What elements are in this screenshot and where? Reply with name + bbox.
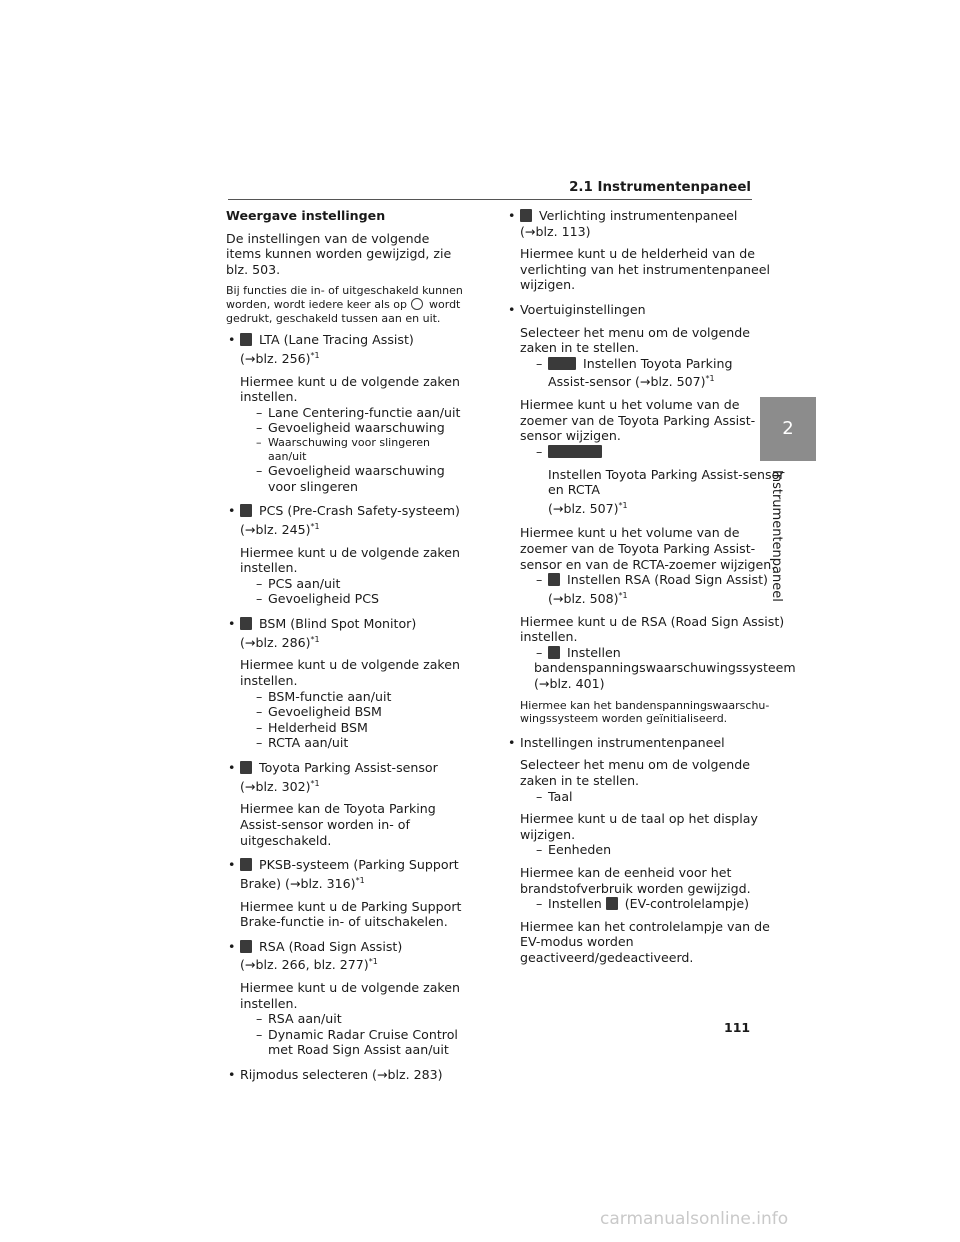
item-vehicle-settings: • Voertuiginstellingen Selecteer het menu om de volgende zaken in te stellen. – Instellen Toyota Parking Assist-sensor (→blz. 507)$^{*1}$ Hiermee kunt u het volume van de zoemer van de Toyota Parking Assist-sensor wijzigen. – Instellen Toyota Parking Assist-sensor en RCTA (→blz. 507)$^{*1}$ Hiermee kunt u het volume van de zoemer van de Toyota Parking Assist-sensor en van de RCTA-zoemer wijzigen. – Instellen RSA (Road Sign Assist) (→blz. 508)$^{*1}$ Hiermee kunt u de RSA (Road Sign Assist) instellen. – Instellen bandenspanningswaarschuwingssysteem (→blz. 401) Hiermee kan het bandenspanningswaarschu- wingssysteem worden geïnitialiseerd. <box>506 302 786 726</box>
rsa-icon <box>240 940 252 953</box>
chapter-tab: 2 <box>760 397 816 461</box>
lta-icon <box>240 333 252 346</box>
right-column <box>506 208 796 966</box>
parking-rcta-icon <box>548 445 602 458</box>
parking-buzzer-icon <box>548 357 576 370</box>
item-lta: • LTA (Lane Tracing Assist) (→blz. 256)$^{*1}$ Hiermee kunt u de volgende zaken instellen. – Lane Centering-functie aan/uit – Gevoeligheid waarschuwing – Waarschuwing voor slingeren aan/uit – Gevoeligheid waarschuwing voor slingeren <box>226 332 466 494</box>
note-text: Bij functies die in- of uitgeschakeld kunnen worden, wordt iedere keer als op wordt gedrukt, geschakeld tussen aan en uit. <box>226 284 463 325</box>
panel-light-icon <box>520 209 532 222</box>
parking-assist-icon <box>240 761 252 774</box>
settings-icon <box>411 298 423 310</box>
item-instrument-settings: • Instellingen instrumentenpaneel Selecteer het menu om de volgende zaken in te stellen. – Taal Hiermee kunt u de taal op het display wijzigen. – Eenheden Hiermee kan de eenheid voor het brandstofverbruik worden gewijzigd. – Instellen (EV-controlelampje) Hiermee kan het controlelampje van de EV-modus worden geactiveerd/gedeactiveerd. <box>506 735 786 966</box>
item-pksb: • PKSB-systeem (Parking Support Brake) (→blz. 316)$^{*1}$ Hiermee kunt u de Parking Support Brake-functie in- of uitschakelen. <box>226 857 466 930</box>
item-pcs: • PCS (Pre-Crash Safety-systeem) (→blz. 245)$^{*1}$ Hiermee kunt u de volgende zaken instellen. – PCS aan/uit – Gevoeligheid PCS <box>226 503 466 607</box>
section-title: 2.1 Instrumentenpaneel <box>569 180 751 195</box>
page-number: 111 <box>724 1020 751 1035</box>
chapter-tab-label: Instrumentenpaneel <box>769 470 784 602</box>
tire-pressure-icon <box>548 646 560 659</box>
bsm-icon <box>240 617 252 630</box>
section-heading: Weergave instellingen <box>226 208 386 223</box>
header-rule <box>228 199 752 200</box>
intro-text: De instellingen van de volgende items kunnen worden gewijzigd, zie blz. 503. <box>226 230 452 277</box>
watermark: carmanualsonline.info <box>600 1209 789 1229</box>
ev-indicator-icon <box>606 897 618 910</box>
pksb-icon <box>240 858 252 871</box>
rsa-icon <box>548 573 560 586</box>
item-rsa: • RSA (Road Sign Assist) (→blz. 266, blz. 277)$^{*1}$ Hiermee kunt u de volgende zaken instellen. – RSA aan/uit – Dynamic Radar Cruise Control met Road Sign Assist aan/uit <box>226 939 466 1058</box>
item-parking-assist: • Toyota Parking Assist-sensor (→blz. 302)$^{*1}$ Hiermee kan de Toyota Parking Assist-sensor worden in- of uitgeschakeld. <box>226 760 466 848</box>
item-bsm: • BSM (Blind Spot Monitor) (→blz. 286)$^{*1}$ Hiermee kunt u de volgende zaken instellen. – BSM-functie aan/uit – Gevoeligheid BSM – Helderheid BSM – RCTA aan/uit <box>226 616 466 751</box>
pcs-icon <box>240 504 252 517</box>
left-column <box>226 208 466 1083</box>
item-panel-light: • Verlichting instrumentenpaneel (→blz. 113) Hiermee kunt u de helderheid van de verlichting van het instrumentenpaneel wijzigen. <box>506 208 786 293</box>
item-drive-mode: • Rijmodus selecteren (→blz. 283) <box>226 1067 466 1083</box>
